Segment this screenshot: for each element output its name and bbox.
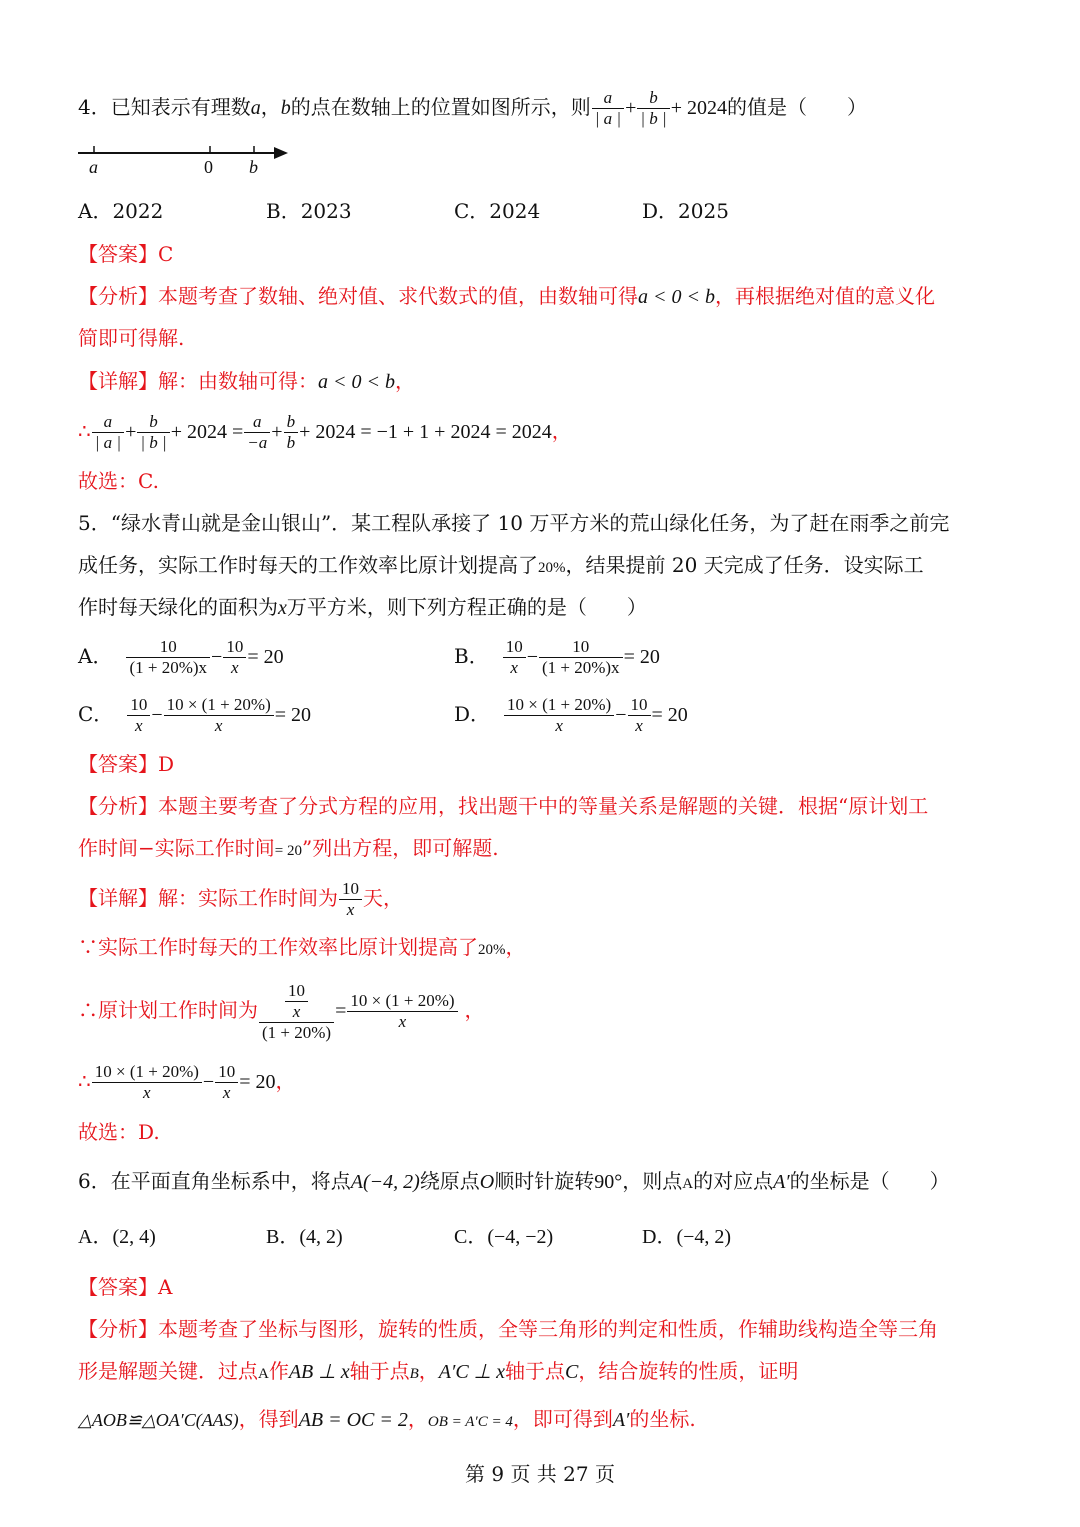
q5-analysis-line2: 作时间−实际工作时间= 20”列出方程，即可解题. — [78, 836, 499, 860]
q4-analysis-line1: 【分析】本题考查了数轴、绝对值、求代数式的值，由数轴可得a < 0 < b，再根据绝对值的意义化 — [78, 284, 935, 308]
q5-option-c: C． $\frac{10}{x}$ − $\frac{10 \times (1 + 20\%)}{x}$ = 20 — [78, 695, 312, 735]
q6-option-c: C．(−4, −2) — [454, 1226, 554, 1248]
optB-frac2: $\frac{10}{(1 + 20\%)x}$ — [539, 637, 623, 678]
eq-frac-b-b: $\frac{b}{b}$ — [284, 412, 299, 453]
q4-analysis-line2: 简即可得解. — [78, 326, 185, 350]
frac-a-over-abs-a: $\frac{a}{| a |}$ — [592, 88, 624, 129]
page-footer: 第 9 页 共 27 页 — [465, 1462, 615, 1486]
q5-answer: 【答案】D — [78, 752, 175, 776]
number-line — [76, 140, 316, 180]
plan-frac-right: $\frac{10 \times (1 + 20\%)}{x}$ — [347, 991, 457, 1032]
q4-choose: 故选：C. — [78, 469, 159, 493]
q6-option-d: D．(−4, 2) — [642, 1226, 732, 1248]
q6-option-b: B．(4, 2) — [266, 1226, 343, 1248]
axis-label-a: a — [89, 157, 98, 177]
optD-frac1: $\frac{10 \times (1 + 20\%)}{x}$ — [504, 695, 614, 736]
q6-stem: 6．在平面直角坐标系中，将点A(−4, 2)绕原点O顺时针旋转90°，则点A的对应点A′的坐标是（ ） — [78, 1169, 950, 1193]
q6-analysis-line1: 【分析】本题考查了坐标与图形，旋转的性质，全等三角形的判定和性质，作辅助线构造全等三角 — [78, 1317, 938, 1341]
final-frac2: $\frac{10}{x}$ — [215, 1062, 238, 1103]
complex-fraction: $\frac{\frac{10}{x}}{(1 + 20\%)}$ — [259, 981, 334, 1043]
eq-frac-a-neg-a: $\frac{a}{-a}$ — [244, 412, 270, 453]
q5-stem-line3: 作时每天绿化的面积为x万平方米，则下列方程正确的是（ ） — [78, 595, 647, 619]
q4-option-d: D．2025 — [642, 199, 729, 223]
q5-stem-line1: 5．“绿水青山就是金山银山”．某工程队承接了 10 万平方米的荒山绿化任务，为了赶在雨季之前完 — [78, 511, 950, 535]
q6-answer: 【答案】A — [78, 1275, 173, 1299]
axis-label-b: b — [249, 157, 258, 177]
optA-frac1: $\frac{10}{(1 + 20\%)x}$ — [126, 637, 210, 678]
eq-frac-b-abs-b: $\frac{b}{| b |}$ — [137, 412, 169, 453]
inner-frac-10-x: $\frac{10}{x}$ — [285, 981, 308, 1022]
eq-frac-a-abs-a: $\frac{a}{| a |}$ — [92, 412, 124, 453]
q5-plan-time: ∴原计划工作时间为 $\frac{\frac{10}{x}}{(1 + 20\%)}$ = $\frac{10 \times (1 + 20\%)}{x}$ ， — [78, 980, 485, 1042]
optB-frac1: $\frac{10}{x}$ — [503, 637, 526, 678]
q4-option-a: A．2022 — [78, 199, 164, 223]
q5-final-equation: ∴ $\frac{10 \times (1 + 20\%)}{x}$ − $\frac{10}{x}$ = 20， — [78, 1062, 296, 1102]
q5-option-a: A． $\frac{10}{(1 + 20\%)x}$ − $\frac{10}{x}$ = 20 — [78, 637, 284, 677]
q5-option-b: B． $\frac{10}{x}$ − $\frac{10}{(1 + 20\%)x}$ = 20 — [454, 637, 660, 677]
q4-detail-line1: 【详解】解：由数轴可得：a < 0 < b， — [78, 369, 415, 393]
q5-analysis-line1: 【分析】本题主要考查了分式方程的应用，找出题干中的等量关系是解题的关键．根据“原计划工 — [78, 794, 929, 818]
optC-frac2: $\frac{10 \times (1 + 20\%)}{x}$ — [164, 695, 274, 736]
final-frac1: $\frac{10 \times (1 + 20\%)}{x}$ — [92, 1062, 202, 1103]
optA-frac2: $\frac{10}{x}$ — [223, 637, 246, 678]
q5-because: ∵实际工作时每天的工作效率比原计划提高了20%， — [78, 935, 526, 959]
q5-choose: 故选：D. — [78, 1120, 160, 1144]
q4-detail-equation: ∴ $\frac{a}{| a |}$ + $\frac{b}{| b |}$ + 2024 = $\frac{a}{-a}$ + $\frac{b}{b}$ + 2024 = −1 + 1 + 2024 = 2024， — [78, 412, 572, 452]
q5-option-d: D． $\frac{10 \times (1 + 20\%)}{x}$ − $\frac{10}{x}$ = 20 — [454, 695, 688, 735]
q6-option-a: A．(2, 4) — [78, 1226, 156, 1248]
q4-option-b: B．2023 — [266, 199, 352, 223]
frac-b-over-abs-b: $\frac{b}{| b |}$ — [637, 88, 669, 129]
optC-frac1: $\frac{10}{x}$ — [127, 695, 150, 736]
detail-frac-10-x: $\frac{10}{x}$ — [339, 879, 362, 920]
q6-analysis-line3: △AOB≌△OA′C(AAS)，得到AB = OC = 2，OB = A′C = 4，即可得到A′的坐标. — [78, 1407, 696, 1431]
q4-answer: 【答案】C — [78, 242, 174, 266]
q5-detail-line1: 【详解】解：实际工作时间为 $\frac{10}{x}$ 天， — [78, 879, 403, 919]
optD-frac2: $\frac{10}{x}$ — [628, 695, 651, 736]
q5-stem-line2: 成任务，实际工作时每天的工作效率比原计划提高了20%，结果提前 20 天完成了任务．设实际工 — [78, 553, 924, 577]
q4-stem: 4．已知表示有理数a，b的点在数轴上的位置如图所示，则 $\frac{a}{| a |}$ + $\frac{b}{| b |}$ + 2024的值是（ ） — [78, 88, 868, 128]
axis-label-zero: 0 — [204, 157, 213, 177]
q4-option-c: C．2024 — [454, 199, 541, 223]
q6-analysis-line2: 形是解题关键．过点A作AB ⊥ x轴于点B，A′C ⊥ x轴于点C，结合旋转的性质，证明 — [78, 1359, 799, 1383]
